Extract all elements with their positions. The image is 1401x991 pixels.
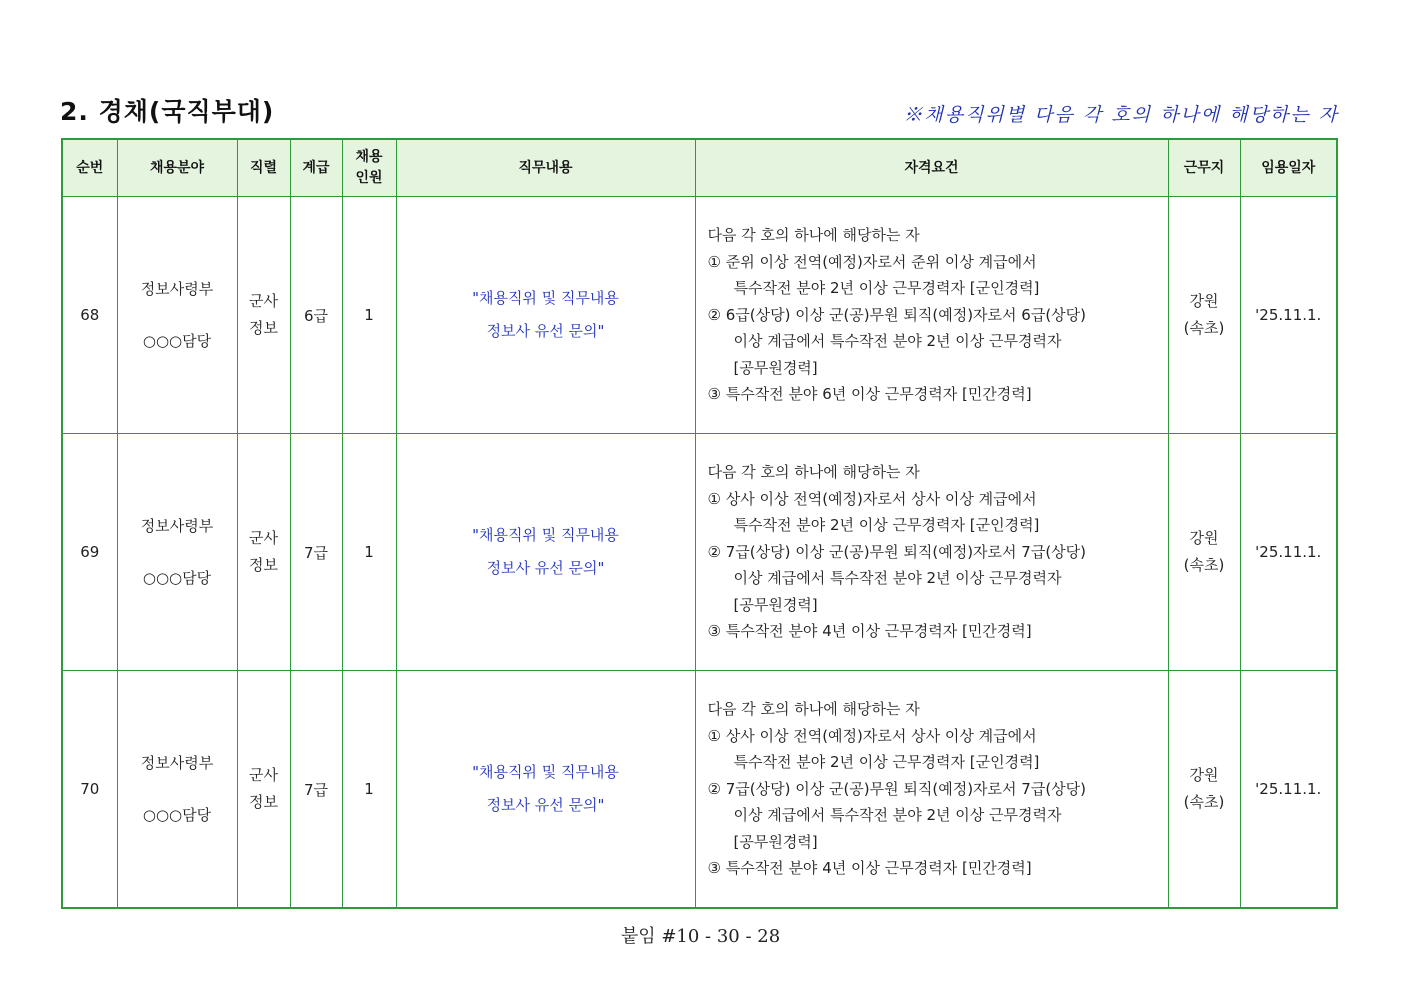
field-line1: 정보사령부	[140, 754, 214, 772]
field-line1: 정보사령부	[140, 517, 214, 535]
page-footer: 붙임 #10 - 30 - 28	[620, 926, 781, 947]
qual-line: 특수작전 분야 2년 이상 근무경력자 [군인경력]	[733, 753, 1040, 772]
qual-line: [공무원경력]	[733, 595, 818, 614]
location-line1: 강원	[1189, 766, 1219, 784]
duty-line2: 정보사 유선 문의"	[486, 796, 605, 814]
qual-line: 다음 각 호의 하나에 해당하는 자	[707, 225, 920, 244]
cell-qualification	[695, 434, 1168, 671]
field-line2: ○○○담당	[142, 569, 212, 587]
selection-note: ※채용직위별 다음 각 호의 하나에 해당하는 자	[903, 104, 1339, 126]
cell-duty	[396, 671, 695, 909]
qual-line: 다음 각 호의 하나에 해당하는 자	[707, 699, 920, 718]
cell-field	[117, 434, 237, 671]
table-row	[62, 197, 1337, 434]
cell-date: '25.11.1.	[1240, 671, 1337, 909]
series-line2: 정보	[249, 319, 278, 337]
qual-line: ① 상사 이상 전역(예정)자로서 상사 이상 계급에서	[707, 726, 1037, 745]
qual-line: 특수작전 분야 2년 이상 근무경력자 [군인경력]	[733, 279, 1040, 298]
location-line2: (속초)	[1183, 319, 1225, 337]
cell-field	[117, 197, 237, 434]
header-no: 순번	[62, 139, 117, 197]
header-grade: 계급	[290, 139, 342, 197]
header-count-line2: 인원	[355, 170, 383, 186]
qual-line: 이상 계급에서 특수작전 분야 2년 이상 근무경력자	[733, 806, 1062, 825]
location-line1: 강원	[1189, 529, 1219, 547]
cell-grade: 7급	[290, 434, 342, 671]
cell-series	[237, 434, 290, 671]
series-line2: 정보	[249, 793, 278, 811]
qual-line: ① 준위 이상 전역(예정)자로서 준위 이상 계급에서	[707, 252, 1037, 271]
header-count-line1: 채용	[355, 149, 383, 165]
series-line1: 군사	[249, 766, 278, 784]
header-location: 근무지	[1168, 139, 1240, 197]
recruitment-table	[61, 138, 1338, 909]
qual-line: 이상 계급에서 특수작전 분야 2년 이상 근무경력자	[733, 332, 1062, 351]
qual-line: ② 7급(상당) 이상 군(공)무원 퇴직(예정)자로서 7급(상당)	[707, 779, 1087, 798]
qual-line: ① 상사 이상 전역(예정)자로서 상사 이상 계급에서	[707, 489, 1037, 508]
qual-line: [공무원경력]	[733, 832, 818, 851]
duty-line1: "채용직위 및 직무내용	[472, 526, 619, 544]
table-row	[62, 434, 1337, 671]
duty-line1: "채용직위 및 직무내용	[472, 763, 619, 781]
cell-date: '25.11.1.	[1240, 197, 1337, 434]
cell-duty	[396, 197, 695, 434]
qual-line: ③ 특수작전 분야 4년 이상 근무경력자 [민간경력]	[707, 859, 1032, 878]
cell-qualification	[695, 197, 1168, 434]
cell-no: 68	[62, 197, 117, 434]
table-row	[62, 671, 1337, 909]
qual-line: ③ 특수작전 분야 6년 이상 근무경력자 [민간경력]	[707, 385, 1032, 404]
cell-qualification	[695, 671, 1168, 909]
header-series: 직렬	[237, 139, 290, 197]
cell-series	[237, 197, 290, 434]
qual-line: 이상 계급에서 특수작전 분야 2년 이상 근무경력자	[733, 569, 1062, 588]
qual-line: ② 7급(상당) 이상 군(공)무원 퇴직(예정)자로서 7급(상당)	[707, 542, 1087, 561]
qual-line: ② 6급(상당) 이상 군(공)무원 퇴직(예정)자로서 6급(상당)	[707, 305, 1087, 324]
series-line1: 군사	[249, 529, 278, 547]
series-line2: 정보	[249, 556, 278, 574]
header-field: 채용분야	[117, 139, 237, 197]
duty-line2: 정보사 유선 문의"	[486, 559, 605, 577]
section-title: 2. 경채(국직부대)	[60, 97, 275, 126]
field-line1: 정보사령부	[140, 280, 214, 298]
duty-line1: "채용직위 및 직무내용	[472, 289, 619, 307]
header-qualification: 자격요건	[695, 139, 1168, 197]
duty-line2: 정보사 유선 문의"	[486, 322, 605, 340]
cell-location	[1168, 671, 1240, 909]
cell-grade: 6급	[290, 197, 342, 434]
cell-location	[1168, 197, 1240, 434]
qual-line: ③ 특수작전 분야 4년 이상 근무경력자 [민간경력]	[707, 622, 1032, 641]
series-line1: 군사	[249, 292, 278, 310]
header-date: 임용일자	[1240, 139, 1337, 197]
cell-field	[117, 671, 237, 909]
header-count	[342, 139, 396, 197]
cell-series	[237, 671, 290, 909]
cell-date: '25.11.1.	[1240, 434, 1337, 671]
cell-count: 1	[342, 197, 396, 434]
field-line2: ○○○담당	[142, 332, 212, 350]
header-duty: 직무내용	[396, 139, 695, 197]
qual-line: [공무원경력]	[733, 358, 818, 377]
location-line1: 강원	[1189, 292, 1219, 310]
table-header-row	[62, 139, 1337, 197]
location-line2: (속초)	[1183, 793, 1225, 811]
location-line2: (속초)	[1183, 556, 1225, 574]
cell-no: 69	[62, 434, 117, 671]
qual-line: 다음 각 호의 하나에 해당하는 자	[707, 462, 920, 481]
cell-location	[1168, 434, 1240, 671]
qual-line: 특수작전 분야 2년 이상 근무경력자 [군인경력]	[733, 516, 1040, 535]
cell-count: 1	[342, 671, 396, 909]
field-line2: ○○○담당	[142, 806, 212, 824]
cell-count: 1	[342, 434, 396, 671]
cell-grade: 7급	[290, 671, 342, 909]
cell-duty	[396, 434, 695, 671]
cell-no: 70	[62, 671, 117, 909]
